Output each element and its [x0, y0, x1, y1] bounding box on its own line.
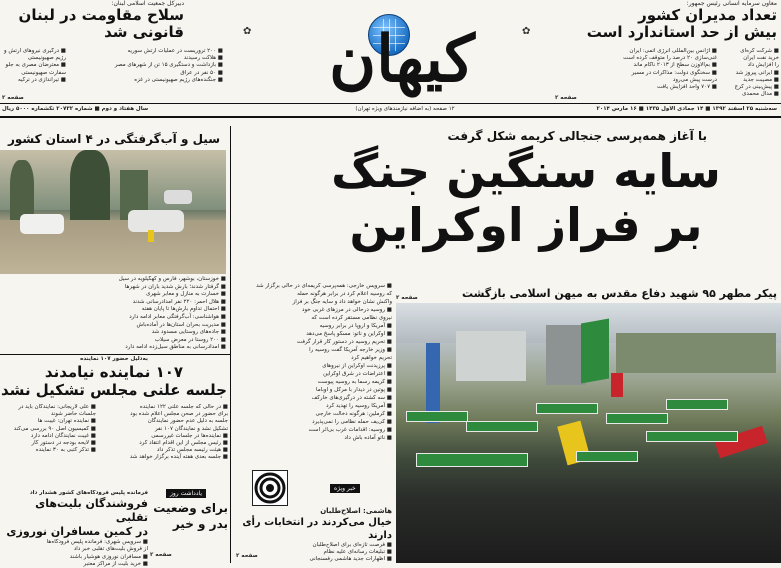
top-right-far-line: ■ پیش‌بینی در کرج [734, 84, 779, 91]
flower-ornament-icon: ✿ [243, 26, 252, 37]
lead-body-line: ■ اوکراین و ناتو: مسکو پاسخ می‌دهد [306, 331, 392, 337]
hashemi-story [236, 506, 392, 564]
top-right-page-ref: صفحه ۲ [555, 95, 577, 101]
note-title-2: بدر و خیر [172, 517, 228, 531]
masthead [0, 0, 781, 118]
top-right-far-line: ■ مدال محمدی [742, 91, 779, 98]
top-left-far-line: ■ معترضان مصری به جلو [5, 62, 66, 69]
masthead-rule [0, 103, 781, 104]
car [20, 214, 64, 234]
top-left-line: ■ جنگنده‌های رژیم صهیونیستی در غزه [134, 76, 223, 83]
top-right-far-line: ■ مصیبت جدید [743, 76, 779, 83]
coffin [536, 403, 598, 414]
note-title-1: برای وضعیت [153, 501, 228, 515]
parliament-line: ■ نماینده‌ها در جلسات غیررسمی [151, 432, 228, 439]
parliament-body-b [2, 404, 96, 454]
note-page-ref: صفحه ۲ [150, 552, 172, 558]
top-left-line: ■ ۵۰ نفر در عراق [180, 69, 223, 76]
flag-green [581, 319, 609, 384]
section-rule [0, 354, 230, 355]
top-left-title-2: قانونی شد [104, 23, 184, 42]
parliament-line: تشکیل نشد و نمایندگان ۱۰۷ نفر [154, 425, 228, 432]
flood-caption-line: ■ هواشناسی: آب‌گرفتگی معابر ادامه دارد [129, 313, 226, 320]
parliament-line: ■ رئیس مجلس از این اقدام انتقاد کرد [139, 440, 228, 447]
parliament-line: برای حضور در صحن مجلس اعلام شده بود [130, 411, 228, 418]
top-right-line: درست پیش می‌رود [672, 76, 717, 83]
hashemi-line: ■ اظهارات جدید هاشمی رفسنجانی [309, 556, 392, 563]
lead-body-line: ■ سه کشته در درگیری‌های خارکف [311, 395, 392, 401]
left-column-rule [230, 126, 231, 563]
lead-body-line: تحریم خواهیم کرد [351, 355, 392, 361]
top-right-line: ■ بم‌الاوزن سطح از ۲۰۱۳ ناکام ماند [633, 62, 717, 69]
flood-caption-line: ■ امدادرسانی به مناطق سیل‌زده ادامه دارد [125, 344, 226, 351]
top-right-line: غنی‌سازی ۲۰ درصد را متوقف کرده است [623, 55, 717, 62]
parliament-line-b: ■ لایحه بودجه در دستور کار [31, 440, 96, 447]
top-left-story [4, 0, 184, 41]
parliament-body [100, 404, 228, 462]
top-left-line: ■ ۲۰۰ تروریست در عملیات ارتش سوریه [127, 48, 223, 54]
traffic-cone [148, 230, 154, 242]
top-right-far-line: خرید نفت ایران [743, 55, 779, 62]
coffin [646, 431, 738, 442]
coffin [576, 451, 638, 462]
hashemi-line: ■ فرصت‌ تازه‌ای برای اصلاح‌طلبان [312, 542, 392, 548]
top-right-kicker: معاون سرمایه انسانی رئیس جمهور: [686, 0, 777, 7]
lead-body-line: ■ سرویس خارجی: همه‌پرسی کریمه‌ای در حالی برگزار شد [256, 283, 392, 289]
top-right-title-1: تعداد مدیران کشور [638, 6, 777, 25]
top-right-far-line: ■ شرکت کره‌ای [740, 48, 779, 54]
parliament-line: ■ در حالی که جلسه علنی ۱۲۲ نماینده [139, 404, 228, 410]
tickets-line: از فروش بلیت‌های تقلبی خبر داد [73, 546, 148, 553]
coffin [606, 413, 668, 424]
lead-headline-1: سایه سنگین جنگ [331, 144, 721, 198]
flood-caption-line: ■ خوزستان، بوشهر، فارس و کهگیلویه در سیل [118, 276, 226, 282]
top-left-kicker: دبیرکل جمعیت اسلامی لبنان: [111, 0, 184, 7]
top-right-lines [587, 48, 717, 91]
top-right-far-line: را افزایش داد [747, 62, 779, 69]
lead-headline-2: بر فراز اوکراین [349, 198, 703, 252]
parliament-story [0, 356, 228, 399]
lead-body-line: ■ آمریکا روسیه را تهدید کرد [326, 403, 392, 409]
lead-body-line: که روسیه اعلام کرد در برابر هرگونه حمله [297, 291, 392, 297]
coffin [466, 421, 538, 432]
top-left-far-line: سفارت صهیونیستی [21, 69, 66, 76]
lead-body-line: ■ کریمه رسما به روسیه پیوست [317, 379, 392, 385]
car [164, 190, 192, 204]
spiral-logo-icon [252, 470, 288, 506]
parliament-line-b: جلسات حاضر شوند [50, 411, 96, 418]
lead-body-line: ■ پرزیدنت اوکراین از نیروهای [322, 363, 392, 369]
top-left-far-line: ■ تیراندازی در ترکیه [18, 76, 66, 83]
top-left-line: ■ هلاکت رسیدند [183, 55, 223, 62]
flood-caption-line: ■ ۲۰۰ روستا در معرض سیلاب [154, 336, 226, 343]
hashemi-kicker: هاشمی: اصلاح‌طلبان [320, 507, 392, 515]
masthead-logo [282, 8, 522, 97]
flood-caption-line: ■ هلال احمر: ۲۲۰ نفر امدادرسانی شدند [132, 298, 226, 305]
lead-body-line: نیروی نظامی مستقر کرده است که [311, 315, 392, 321]
flower-ornament-icon: ✿ [522, 26, 531, 37]
tickets-story [2, 490, 148, 568]
lead-body [236, 282, 392, 442]
top-right-far-lines [719, 48, 779, 98]
lead-body-line: ■ ناتو آماده باش داد [344, 435, 392, 441]
top-left-far-line: ■ درگیری نیروهای ارتش و [3, 48, 66, 54]
lead-body-line: واکنش نشان خواهد داد و سایه جنگ بر فراز [292, 299, 392, 305]
lead-body-line: ■ آمریکا و اروپا در برابر روسیه [319, 323, 392, 329]
hashemi-title: خیال می‌کردند در انتخابات رأی دارند [242, 517, 392, 541]
flood-photo [0, 150, 226, 274]
issue-line: سال هفتاد و دوم ■ شماره ۲۰۷۳۲ تکشماره ۵۰۰۰ ریال [2, 106, 149, 112]
top-right-far-line: ■ ایرانی پیروز شد [735, 69, 779, 76]
lead-body-line: ■ پوتین در دیدار با مرکل و اوباما [316, 387, 392, 393]
tickets-line: ■ سرویس شهری: فرمانده پلیس فرودگاه‌ها [46, 539, 148, 546]
note-label: یادداشت روز [166, 489, 206, 498]
lead-subhead: پیکر مطهر ۹۵ شهید دفاع مقدس به میهن اسلامی بازگشت [461, 287, 777, 300]
date-line: سه‌شنبه ۲۵ اسفند ۱۳۹۲ ■ ۱۴ جمادی الاول ۱۴۳۵ ■ ۱۶ مارس ۲۰۱۴ [596, 106, 777, 112]
flood-caption-line: ■ احتمال تداوم بارش‌ها تا پایان هفته [141, 306, 226, 313]
parliament-line-b: ■ غیبت نمایندگان ادامه دارد [30, 432, 96, 439]
top-right-line: ■ ۷۰۷ واحد افزایش یافت [656, 84, 717, 91]
flood-caption-line: ■ مدیریت بحران استان‌ها در آماده‌باش [136, 321, 226, 328]
lead-kicker: با آغاز همه‌پرسی جنجالی کریمه شکل گرفت [447, 129, 707, 143]
pages-line: ۱۲ صفحه (به اضافه نیازمند‌های ویژه تهران) [355, 106, 455, 112]
parliament-line-b: ■ تذکر کتبی به ۳۰ نماینده [35, 447, 96, 454]
tickets-title-1: فروشندگان بلیت‌های تقلبی [35, 497, 148, 525]
flood-caption-line: ■ جاده‌های روستایی مسدود شد [151, 329, 226, 336]
top-left-lines [68, 48, 223, 84]
top-right-line: ■ آژانس بین‌المللی انرژی اتمی: ایران [629, 48, 717, 54]
top-left-line: ■ بازداشت و دستگیری ۱۵ تن از شهرهای مصر [114, 62, 223, 69]
flood-caption-line: ■ گرفتار شدند؛ بارش شدید باران در شهرها [124, 283, 226, 290]
special-news-label: خبر ویژه [330, 484, 360, 493]
lead-body-line: ■ وزیر خارجه آمریکا گفت روسیه را [309, 347, 392, 353]
top-left-far-line: رژیم صهیونیستی [27, 55, 66, 62]
lead-body-line: ■ روسیه درحالی در مرزهای غربی خود [302, 307, 392, 313]
parliament-line-b: ■ کمیسیون اصل ۹۰ بررسی می‌کند [13, 425, 96, 432]
parliament-kicker: به‌دلیل حضور ۱۰۷ نماینده [80, 356, 148, 362]
flood-caption-line: ■ خسارت به منازل و معابر شهری [146, 291, 226, 298]
top-right-line: ■ سخنگوی دولت: مذاکرات در مسیر [631, 69, 717, 76]
car [128, 210, 184, 232]
lead-body-line: ■ کی‌یف حمله نظامی را نمی‌پذیرد [312, 419, 392, 425]
tickets-title-2: در کمین مسافران نوروزی [6, 525, 148, 539]
coffin [416, 453, 528, 467]
masthead-rule-bottom [0, 116, 781, 118]
funeral-crowd-photo [396, 303, 781, 563]
flood-caption [2, 276, 226, 352]
tickets-kicker: فرمانده پلیس فرودگاه‌های کشور هشدار داد [29, 490, 148, 496]
note-box [150, 500, 228, 532]
lead-body-line: ■ اعتراضات در شرق اوکراین [323, 371, 392, 377]
tickets-line: ■ مسافران نوروزی هوشیار باشند [69, 553, 148, 560]
parliament-title-1: ۱۰۷ نماینده نیامدند [44, 363, 184, 382]
lead-page-ref: صفحه ۲ [396, 295, 418, 301]
parliament-title-2: جلسه علنی مجلس تشکیل نشد [1, 381, 227, 400]
flood-title: سیل و آب‌گرفتگی در ۴ استان کشور [7, 132, 220, 146]
masthead-title: کیهان [329, 22, 475, 97]
top-left-far-lines [2, 48, 66, 84]
parliament-line-b: ■ نماینده تهران: غیبت ها [37, 418, 96, 425]
coffin [666, 399, 728, 410]
lead-body-line: ■ تحریم روسیه در دستور کار قرار گرفت [296, 339, 392, 345]
hashemi-page-ref: صفحه ۲ [236, 553, 258, 559]
parliament-line: ■ هیئت رئیسه مجلس تذکر داد [156, 447, 228, 454]
parliament-line: جلسه به دلیل عدم حضور نمایندگان [147, 418, 228, 425]
top-right-title-2: بیش از حد استاندارد است [586, 23, 777, 42]
parliament-line: ■ جلسه بعدی هفته آینده برگزار خواهد شد [129, 454, 228, 461]
hashemi-line: ■ تبلیغات رسانه‌ای علیه نظام [323, 549, 392, 556]
top-left-title-1: سلاح مقاومت در لبنان [18, 6, 184, 25]
lead-body-line: ■ روسیه: اقدامات غرب بی‌اثر است [308, 427, 392, 433]
coffin [406, 411, 468, 422]
tickets-line: ■ خرید بلیت از مراکز معتبر [83, 560, 148, 567]
parliament-line-b: ■ علی لاریجانی: نمایندگان باید در [18, 404, 96, 410]
lead-body-line: ■ کرملین: هرگونه دخالت خارجی [315, 411, 392, 417]
flag-red [611, 373, 623, 397]
top-left-page-ref: صفحه ۲ [2, 95, 24, 101]
lead-story [235, 128, 777, 252]
